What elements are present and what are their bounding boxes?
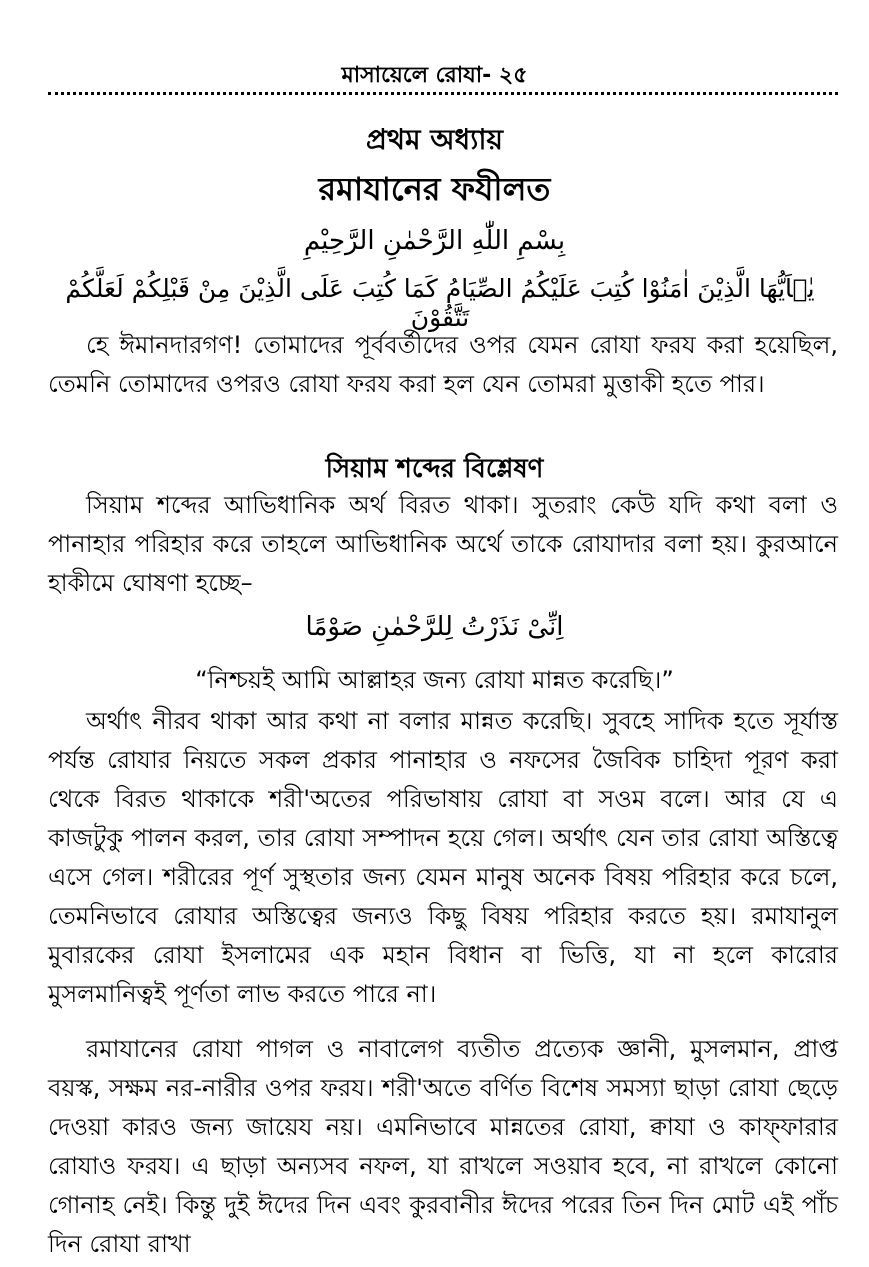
running-header: মাসায়েলে রোযা- ২৫: [341, 63, 528, 88]
header-divider: [48, 92, 838, 95]
quran-verse-arabic: يٰۤاَيُّهَا الَّذِيْنَ اٰمَنُوْا كُتِبَ عَلَيْكُمُ الصِّيَامُ كَمَا كُتِبَ عَلَى الَّذِيْنَ مِنْ قَبْلِكُمْ لَعَلَّكُمْ تَتَّقُوْنَ: [65, 274, 815, 332]
definition-paragraph: সিয়াম শব্দের আভিধানিক অর্থ বিরত থাকা। সুতরাং কেউ যদি কথা বলা ও পানাহার পরিহার করে তাহলে আভিধানিক অর্থে তাকে রোযাদার বলা হয়। কুরআনে হাকীমে ঘোষণা হচ্ছে–: [48, 491, 838, 597]
bismillah-arabic: بِسْمِ اللّٰهِ الرَّحْمٰنِ الرَّحِيْمِ: [303, 226, 566, 256]
chapter-number: প্রথম অধ্যায়: [365, 123, 503, 156]
body-paragraph-2: রমাযানের রোযা পাগল ও নাবালেগ ব্যতীত প্রত্যেক জ্ঞানী, মুসলমান, প্রাপ্ত বয়স্ক, সক্ষম নর-নারীর ওপর ফরয। শরী'অতে বর্ণিত বিশেষ সমস্যা ছাড়া রোযা ছেড়ে দেওয়া কারও জন্য জায়েয নয়। এমনিভাবে মান্নতের রোযা, ক্বাযা ও কাফ্ফারার রোযাও ফরয। এ ছাড়া অন্যসব নফল, যা রাখলে সওয়াব হবে, না রাখলে কোনো গোনাহ নেই। কিন্তু দুই ঈদের দিন এবং কুরবানীর ঈদের পরের তিন দিন মোট এই পাঁচ দিন রোযা রাখা: [48, 1035, 838, 1258]
body-paragraph: অর্থাৎ নীরব থাকা আর কথা না বলার মান্নত করেছি। সুবহে সাদিক হতে সূর্যাস্ত পর্যন্ত রোযার নিয়তে সকল প্রকার পানাহার ও নফসের জৈবিক চাহিদা পূরণ করা থেকে বিরত থাকাকে শরী'অতের পরিভাষায় রোযা বা সওম বলে। আর যে এ কাজটুকু পালন করল, তার রোযা সম্পাদন হয়ে গেল। অর্থাৎ যেন তার রোযা অস্তিত্বে এসে গেল। শরীরের পূর্ণ সুস্থতার জন্য যেমন মানুষ অনেক বিষয় পরিহার করে চলে, তেমনিভাবে রোযার অস্তিত্বের জন্যও কিছু বিষয় পরিহার করতে হয়। রমাযানুল মুবারকের রোযা ইসলামের এক মহান বিধান বা ভিত্তি, যা না হলে কারোর মুসলমানিত্বই পূর্ণতা লাভ করতে পারে না।: [48, 707, 838, 1008]
chapter-title: রমাযানের ফযীলত: [318, 170, 551, 208]
verse-translation-paragraph: হে ঈমানদারগণ! তোমাদের পূর্ববর্তীদের ওপর যেমন রোযা ফরয করা হয়েছিল, তেমনি তোমাদের ওপরও রোযা ফরয করা হল যেন তোমরা মুত্তাকী হতে পার।: [48, 331, 838, 398]
verse-translation-quote: “নিশ্চয়ই আমি আল্লাহর জন্য রোযা মান্নত করেছি।”: [195, 666, 674, 694]
quran-verse-arabic-2: اِنِّىْ نَذَرْتُ لِلرَّحْمٰنِ صَوْمًا: [305, 612, 564, 642]
section-heading: সিয়াম শব্দের বিশ্লেষণ: [325, 454, 544, 484]
